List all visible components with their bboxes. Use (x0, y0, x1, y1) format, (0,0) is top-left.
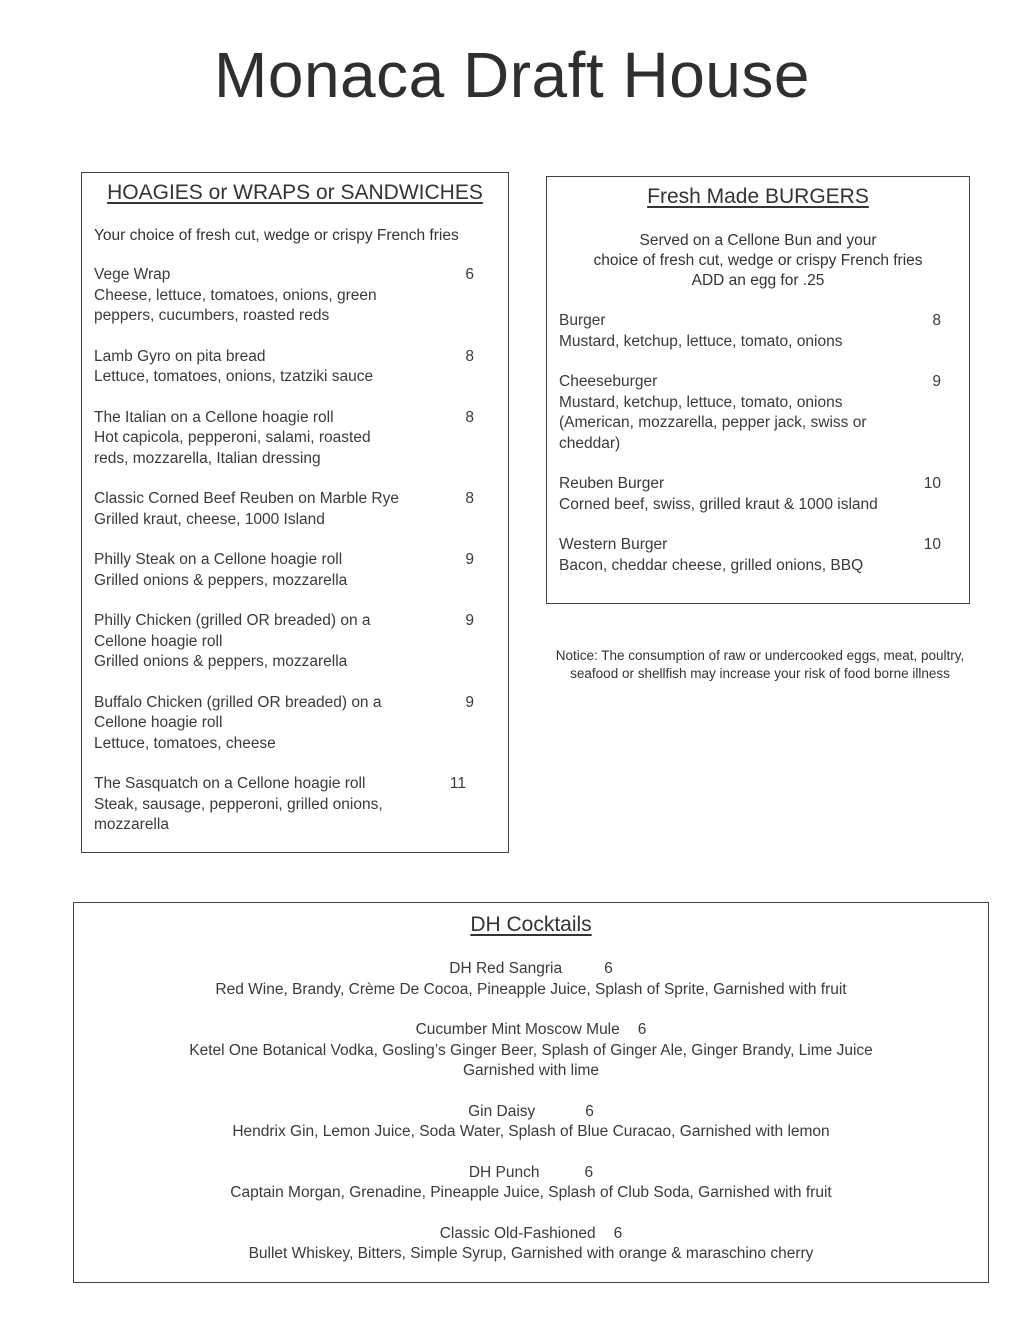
menu-item (94, 265, 496, 327)
menu-item (94, 489, 496, 530)
item-name: Lamb Gyro on pita bread (94, 347, 266, 365)
menu-item (94, 550, 496, 591)
burgers-intro-line: ADD an egg for .25 (691, 272, 825, 289)
cocktails-section (73, 902, 989, 1283)
item-price: 10 (923, 536, 941, 553)
cocktail-price: 6 (613, 1224, 623, 1242)
item-name: Cheeseburger (559, 373, 658, 390)
item-description: Lettuce, tomatoes, onions, tzatziki sauce (94, 368, 374, 385)
cocktail-description: Captain Morgan, Grenadine, Pineapple Juice, Splash of Club Soda, Garnished with fruit (230, 1184, 832, 1201)
cocktail-list (74, 959, 988, 1265)
menu-item (94, 347, 496, 388)
item-price: 9 (465, 612, 474, 629)
item-name: Burger (559, 312, 606, 329)
cocktail-description: Ketel One Botanical Vodka, Gosling’s Ginger Beer, Splash of Ginger Ale, Ginger Brandy, Lime Juice Garnished with lime (189, 1041, 873, 1079)
item-price: 9 (465, 551, 474, 568)
cocktail-name: DH Red Sangria (449, 960, 563, 977)
item-description: Hot capicola, pepperoni, salami, roasted reds, mozzarella, Italian dressing (94, 429, 371, 467)
cocktail-description: Bullet Whiskey, Bitters, Simple Syrup, Garnished with orange & maraschino cherry (248, 1245, 814, 1262)
item-price: 8 (465, 490, 474, 507)
menu-item (559, 535, 957, 576)
cocktail-item (74, 959, 988, 1000)
item-price: 11 (449, 775, 466, 792)
menu-item (94, 611, 496, 673)
item-price: 6 (465, 266, 474, 283)
cocktail-description: Red Wine, Brandy, Crème De Cocoa, Pineapple Juice, Splash of Sprite, Garnished with fruit (215, 980, 847, 998)
burgers-intro-line: Served on a Cellone Bun and your (639, 232, 877, 249)
item-name: Western Burger (559, 536, 668, 553)
item-description: Bacon, cheddar cheese, grilled onions, BBQ (559, 556, 864, 574)
hoagies-section (81, 172, 509, 853)
menu-item (94, 774, 496, 836)
cocktail-price: 6 (584, 1163, 594, 1181)
hoagies-intro: Your choice of fresh cut, wedge or crispy French fries (94, 227, 459, 244)
cocktail-name: Cucumber Mint Moscow Mule (415, 1021, 620, 1038)
hoagies-item-list (82, 265, 508, 836)
burgers-item-list (547, 311, 969, 576)
menu-item (559, 474, 957, 515)
item-description: Corned beef, swiss, grilled kraut & 1000 island (559, 495, 878, 513)
menu-item (559, 311, 957, 352)
item-price: 10 (923, 475, 941, 492)
item-description: Mustard, ketchup, lettuce, tomato, onions (American, mozzarella, pepper jack, swiss or cheddar) (559, 393, 867, 452)
menu-item (94, 693, 496, 755)
item-name: Buffalo Chicken (grilled OR breaded) on a Cellone hoagie roll (94, 693, 382, 731)
item-name: Vege Wrap (94, 266, 171, 283)
burgers-heading: Fresh Made BURGERS (647, 185, 869, 208)
item-description: Lettuce, tomatoes, cheese (94, 734, 276, 752)
item-price: 8 (932, 312, 941, 329)
cocktail-name: Gin Daisy (468, 1102, 536, 1120)
cocktail-price: 6 (604, 960, 613, 977)
cocktail-name: Classic Old-Fashioned (439, 1224, 596, 1242)
item-name: Philly Steak on a Cellone hoagie roll (94, 551, 343, 568)
item-price: 9 (465, 693, 474, 711)
cocktail-item (74, 1102, 988, 1143)
burgers-section (546, 176, 970, 604)
item-description: Mustard, ketchup, lettuce, tomato, onions (559, 332, 843, 350)
page-title: Monaca Draft House (214, 39, 810, 111)
cocktail-price: 6 (637, 1021, 647, 1038)
menu-item (559, 372, 957, 454)
cocktails-heading: DH Cocktails (470, 913, 592, 936)
item-description: Grilled onions & peppers, mozzarella (94, 653, 348, 670)
item-description: Grilled kraut, cheese, 1000 Island (94, 510, 325, 528)
cocktail-price: 6 (585, 1102, 594, 1120)
cocktail-item (74, 1020, 988, 1082)
item-price: 9 (932, 373, 941, 390)
menu-item (94, 408, 496, 470)
item-name: Philly Chicken (grilled OR breaded) on a Cellone hoagie roll (94, 612, 371, 650)
item-name: The Sasquatch on a Cellone hoagie roll (94, 775, 366, 792)
item-name: Classic Corned Beef Reuben on Marble Rye (94, 490, 399, 507)
item-price: 8 (465, 408, 474, 426)
item-description: Steak, sausage, pepperoni, grilled onions, mozzarella (94, 795, 383, 833)
item-name: Reuben Burger (559, 475, 665, 492)
item-name: The Italian on a Cellone hoagie roll (94, 408, 334, 426)
burgers-intro-line: choice of fresh cut, wedge or crispy French fries (593, 252, 923, 269)
cocktail-name: DH Punch (468, 1163, 540, 1181)
food-safety-notice: Notice: The consumption of raw or undercooked eggs, meat, poultry, seafood or shellfish may increase your risk of food borne illness (555, 648, 965, 681)
cocktail-item (74, 1163, 988, 1204)
item-price: 8 (465, 347, 474, 365)
cocktail-description: Hendrix Gin, Lemon Juice, Soda Water, Splash of Blue Curacao, Garnished with lemon (232, 1123, 830, 1140)
item-description: Grilled onions & peppers, mozzarella (94, 571, 348, 589)
item-description: Cheese, lettuce, tomatoes, onions, green peppers, cucumbers, roasted reds (94, 286, 377, 324)
cocktail-item (74, 1224, 988, 1265)
hoagies-heading: HOAGIES or WRAPS or SANDWICHES (107, 181, 483, 204)
burgers-intro (557, 231, 959, 291)
